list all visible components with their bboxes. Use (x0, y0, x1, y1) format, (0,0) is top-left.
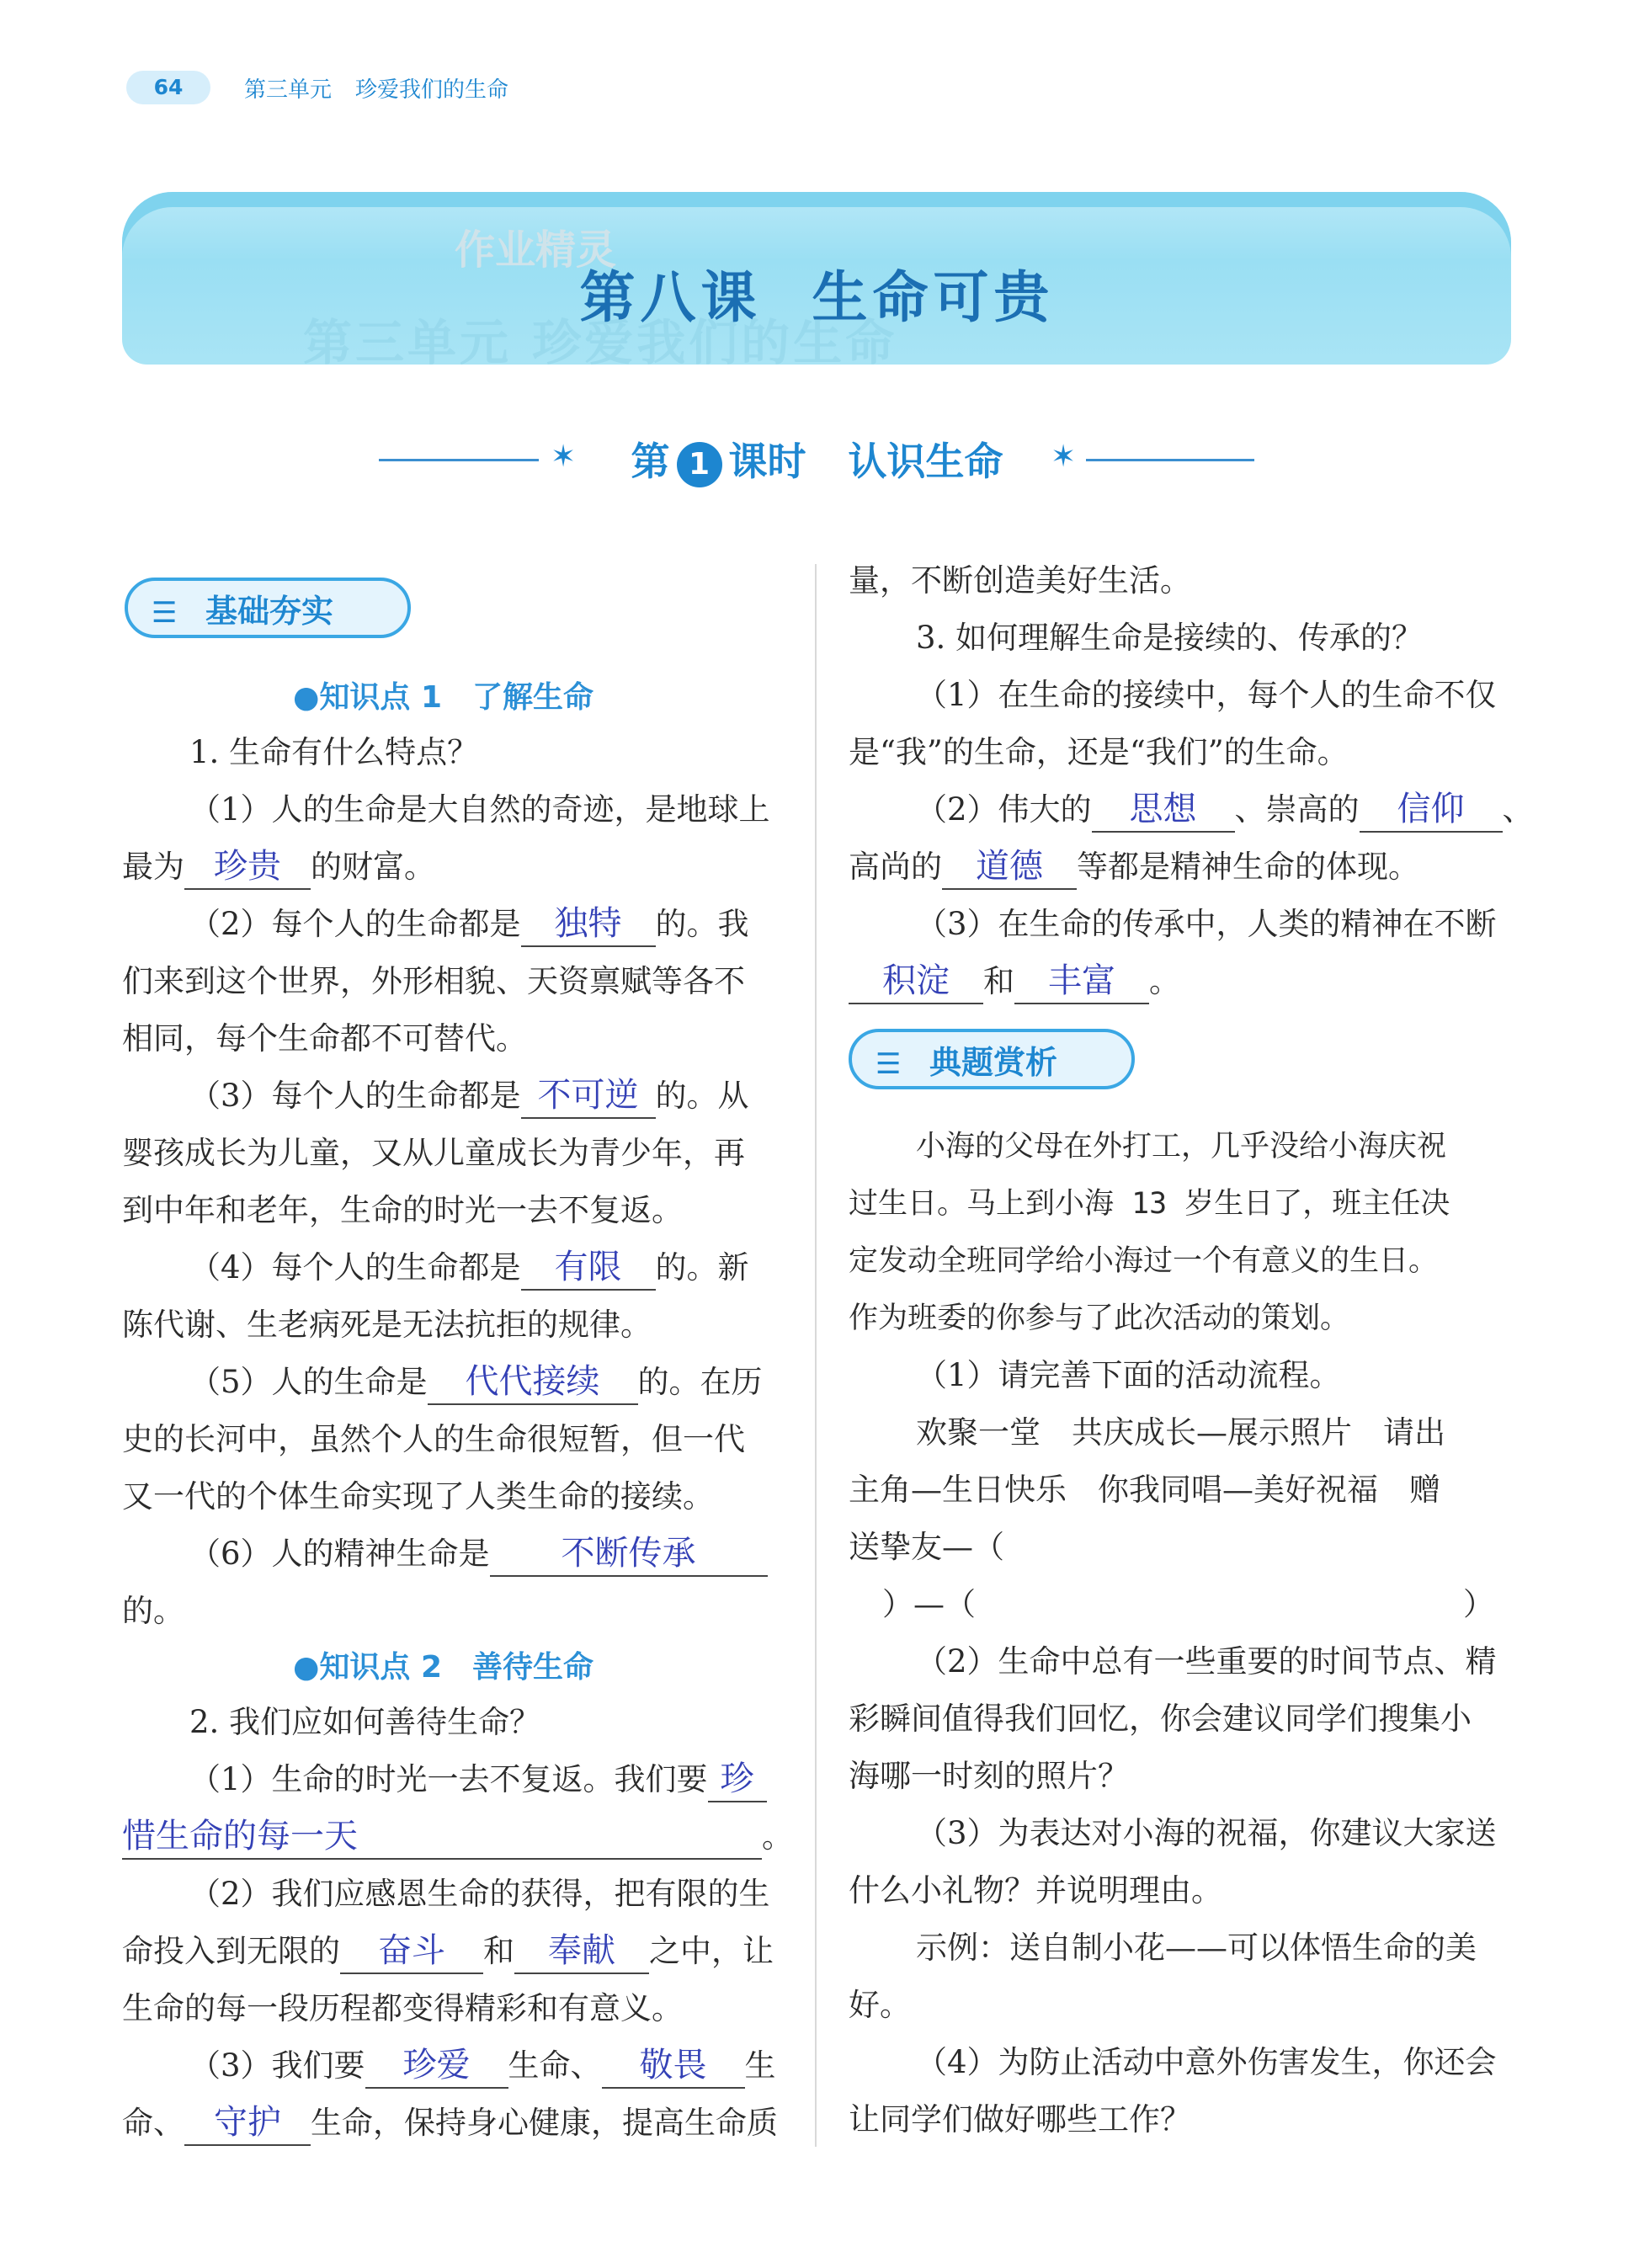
text-line: 作为班委的你参与了此次活动的策划。 (849, 1302, 1350, 1335)
kp-label: 知识点 1 (319, 680, 443, 715)
text-line: 命投入到无限的 奋斗 和 奉献 之中，让 (122, 1923, 774, 1980)
bullet-icon: ● (293, 680, 320, 715)
column-divider (815, 564, 817, 2147)
text-line: 命、 守护 生命，保持身心健康，提高生命质 (122, 2095, 778, 2152)
text-line: 史的长河中，虽然个人的生命很短暂，但一代 (122, 1421, 745, 1457)
text-line: （2）伟大的 思想 、崇高的 信仰 、 (916, 781, 1534, 839)
question-stem: 2. 我们应如何善待生命？ (189, 1704, 541, 1740)
section-badge-basics (125, 578, 411, 638)
text-line: （3）每个人的生命都是 不可逆 的。从 (189, 1067, 749, 1125)
star-icon: ✶ (551, 439, 577, 474)
answer-blank: 不可逆 (521, 1073, 656, 1119)
text-line: 小海的父母在外打工，几乎没给小海庆祝 (916, 1130, 1447, 1163)
page-number: 64 (126, 71, 210, 104)
text-line: 婴孩成长为儿童，又从儿童成长为青少年，再 (122, 1135, 745, 1171)
text-line: 高尚的 道德 等都是精神生命的体现。 (849, 839, 1419, 896)
text-line: ）—（ (882, 1586, 976, 1622)
answer-blank: 积淀 (849, 959, 983, 1004)
text-line: 过生日。马上到小海 13 岁生日了，班主任决 (849, 1187, 1450, 1221)
watermark-text: 作业精灵 (455, 226, 617, 274)
period-number: 1 (677, 442, 722, 487)
text-line: （1）人的生命是大自然的奇迹，是地球上 (189, 791, 770, 828)
book-stack-icon: ☰ (152, 596, 178, 630)
answer-blank: 珍爱 (365, 2043, 508, 2089)
text-line: 的。 (122, 1593, 184, 1629)
text-line: 送挚友—（ (849, 1529, 1004, 1565)
unit-title: 珍爱我们的生命 (355, 77, 509, 103)
sub-question: （4）为防止活动中意外伤害发生，你还会 (916, 2044, 1497, 2080)
answer-blank: 敬畏 (602, 2043, 745, 2089)
kp-title: 了解生命 (472, 680, 594, 715)
question-stem: 1. 生命有什么特点？ (189, 734, 479, 770)
text-line: 惜生命的每一天 。 (122, 1808, 793, 1866)
text-line: 主角—生日快乐 你我同唱—美好祝福 赠 (849, 1472, 1440, 1508)
banner-ghost-text: 第三单元 珍爱我们的生命 (303, 314, 898, 371)
text-line: 什么小礼物？并说明理由。 (849, 1872, 1222, 1909)
answer-blank: 有限 (521, 1245, 656, 1291)
text-line: 好。 (849, 1987, 911, 2023)
kp-title: 善待生命 (472, 1650, 594, 1685)
text-line: （1）生命的时光一去不复返。我们要 珍 (189, 1751, 767, 1808)
answer-blank: 代代接续 (428, 1360, 638, 1405)
text-line: 定发动全班同学给小海过一个有意义的生日。 (849, 1244, 1439, 1278)
sub-question: （1）请完善下面的活动流程。 (916, 1357, 1341, 1393)
sub-question: （3）为表达对小海的祝福，你建议大家送 (916, 1815, 1497, 1851)
text-line: 们来到这个世界，外形相貌、天资禀赋等各不 (122, 963, 745, 999)
answer-blank: 不断传承 (490, 1531, 768, 1577)
text-line: 示例：送自制小花——可以体悟生命的美 (916, 1930, 1477, 1966)
lesson-name: 生命可贵 (812, 264, 1055, 330)
text-line: （6）人的精神生命是 不断传承 (189, 1525, 768, 1583)
subheading-line-right (1086, 459, 1254, 461)
question-stem: 3. 如何理解生命是接续的、传承的？ (916, 620, 1424, 656)
answer-blank: 珍贵 (184, 844, 311, 890)
text-line: 海哪一时刻的照片？ (849, 1758, 1129, 1794)
answer-blank: 信仰 (1360, 787, 1503, 833)
lesson-number: 第八课 (579, 264, 762, 330)
lesson-title (0, 253, 1634, 333)
text-line: （3）我们要 珍爱 生命、 敬畏 生 (189, 2037, 776, 2095)
text-line: 又一代的个体生命实现了人类生命的接续。 (122, 1478, 714, 1515)
text-line: 让同学们做好哪些工作？ (849, 2101, 1191, 2138)
text-line: （2）每个人的生命都是 独特 的。我 (189, 896, 749, 953)
period-title (0, 431, 1634, 487)
unit-label: 第三单元 (244, 77, 333, 103)
period-prefix: 第 (631, 439, 670, 484)
section-label: 基础夯实 (205, 593, 334, 630)
answer-blank: 奉献 (514, 1929, 649, 1974)
text-line: 积淀 和 丰富 。 (849, 953, 1180, 1010)
text-line: 陈代谢、生老病死是无法抗拒的规律。 (122, 1307, 652, 1343)
book-stack-icon: ☰ (876, 1047, 902, 1081)
answer-blank: 道德 (942, 844, 1077, 890)
text-line: ） (1463, 1586, 1494, 1622)
section-badge-examples (849, 1029, 1135, 1089)
text-line: 最为 珍贵 的财富。 (122, 839, 435, 896)
text-line: 生命的每一段历程都变得精彩和有意义。 (122, 1990, 683, 2026)
bullet-icon: ● (293, 1650, 320, 1685)
sub-question: （2）生命中总有一些重要的时间节点、精 (916, 1643, 1497, 1680)
answer-blank: 思想 (1092, 787, 1235, 833)
text-line: 是“我”的生命，还是“我们”的生命。 (849, 734, 1349, 770)
text-line: （4）每个人的生命都是 有限 的。新 (189, 1239, 749, 1296)
text-line: （3）在生命的传承中，人类的精神在不断 (916, 906, 1497, 942)
text-line: 量，不断创造美好生活。 (849, 562, 1191, 599)
knowledge-point-1 (293, 673, 593, 716)
text-line: 到中年和老年，生命的时光一去不复返。 (122, 1192, 683, 1228)
answer-blank: 惜生命的每一天 (122, 1814, 762, 1860)
kp-label: 知识点 2 (319, 1650, 443, 1685)
answer-blank: 独特 (521, 902, 656, 947)
text-line: 相同，每个生命都不可替代。 (122, 1020, 527, 1057)
text-line: （5）人的生命是 代代接续 的。在历 (189, 1354, 763, 1411)
text-line: （2）我们应感恩生命的获得，把有限的生 (189, 1876, 770, 1912)
running-header (244, 72, 532, 104)
star-icon: ✶ (1051, 439, 1077, 474)
knowledge-point-2 (293, 1643, 593, 1686)
text-line: 欢聚一堂 共庆成长—展示照片 请出 (916, 1414, 1445, 1451)
section-label: 典题赏析 (929, 1044, 1058, 1081)
answer-blank: 守护 (184, 2100, 311, 2146)
answer-blank: 珍 (708, 1757, 767, 1802)
text-line: （1）在生命的接续中，每个人的生命不仅 (916, 677, 1497, 713)
text-line: 彩瞬间值得我们回忆，你会建议同学们搜集小 (849, 1701, 1472, 1737)
answer-blank: 丰富 (1014, 959, 1149, 1004)
period-suffix: 课时 (728, 439, 806, 484)
period-name: 认识生命 (848, 439, 1003, 484)
answer-blank: 奋斗 (340, 1929, 483, 1974)
